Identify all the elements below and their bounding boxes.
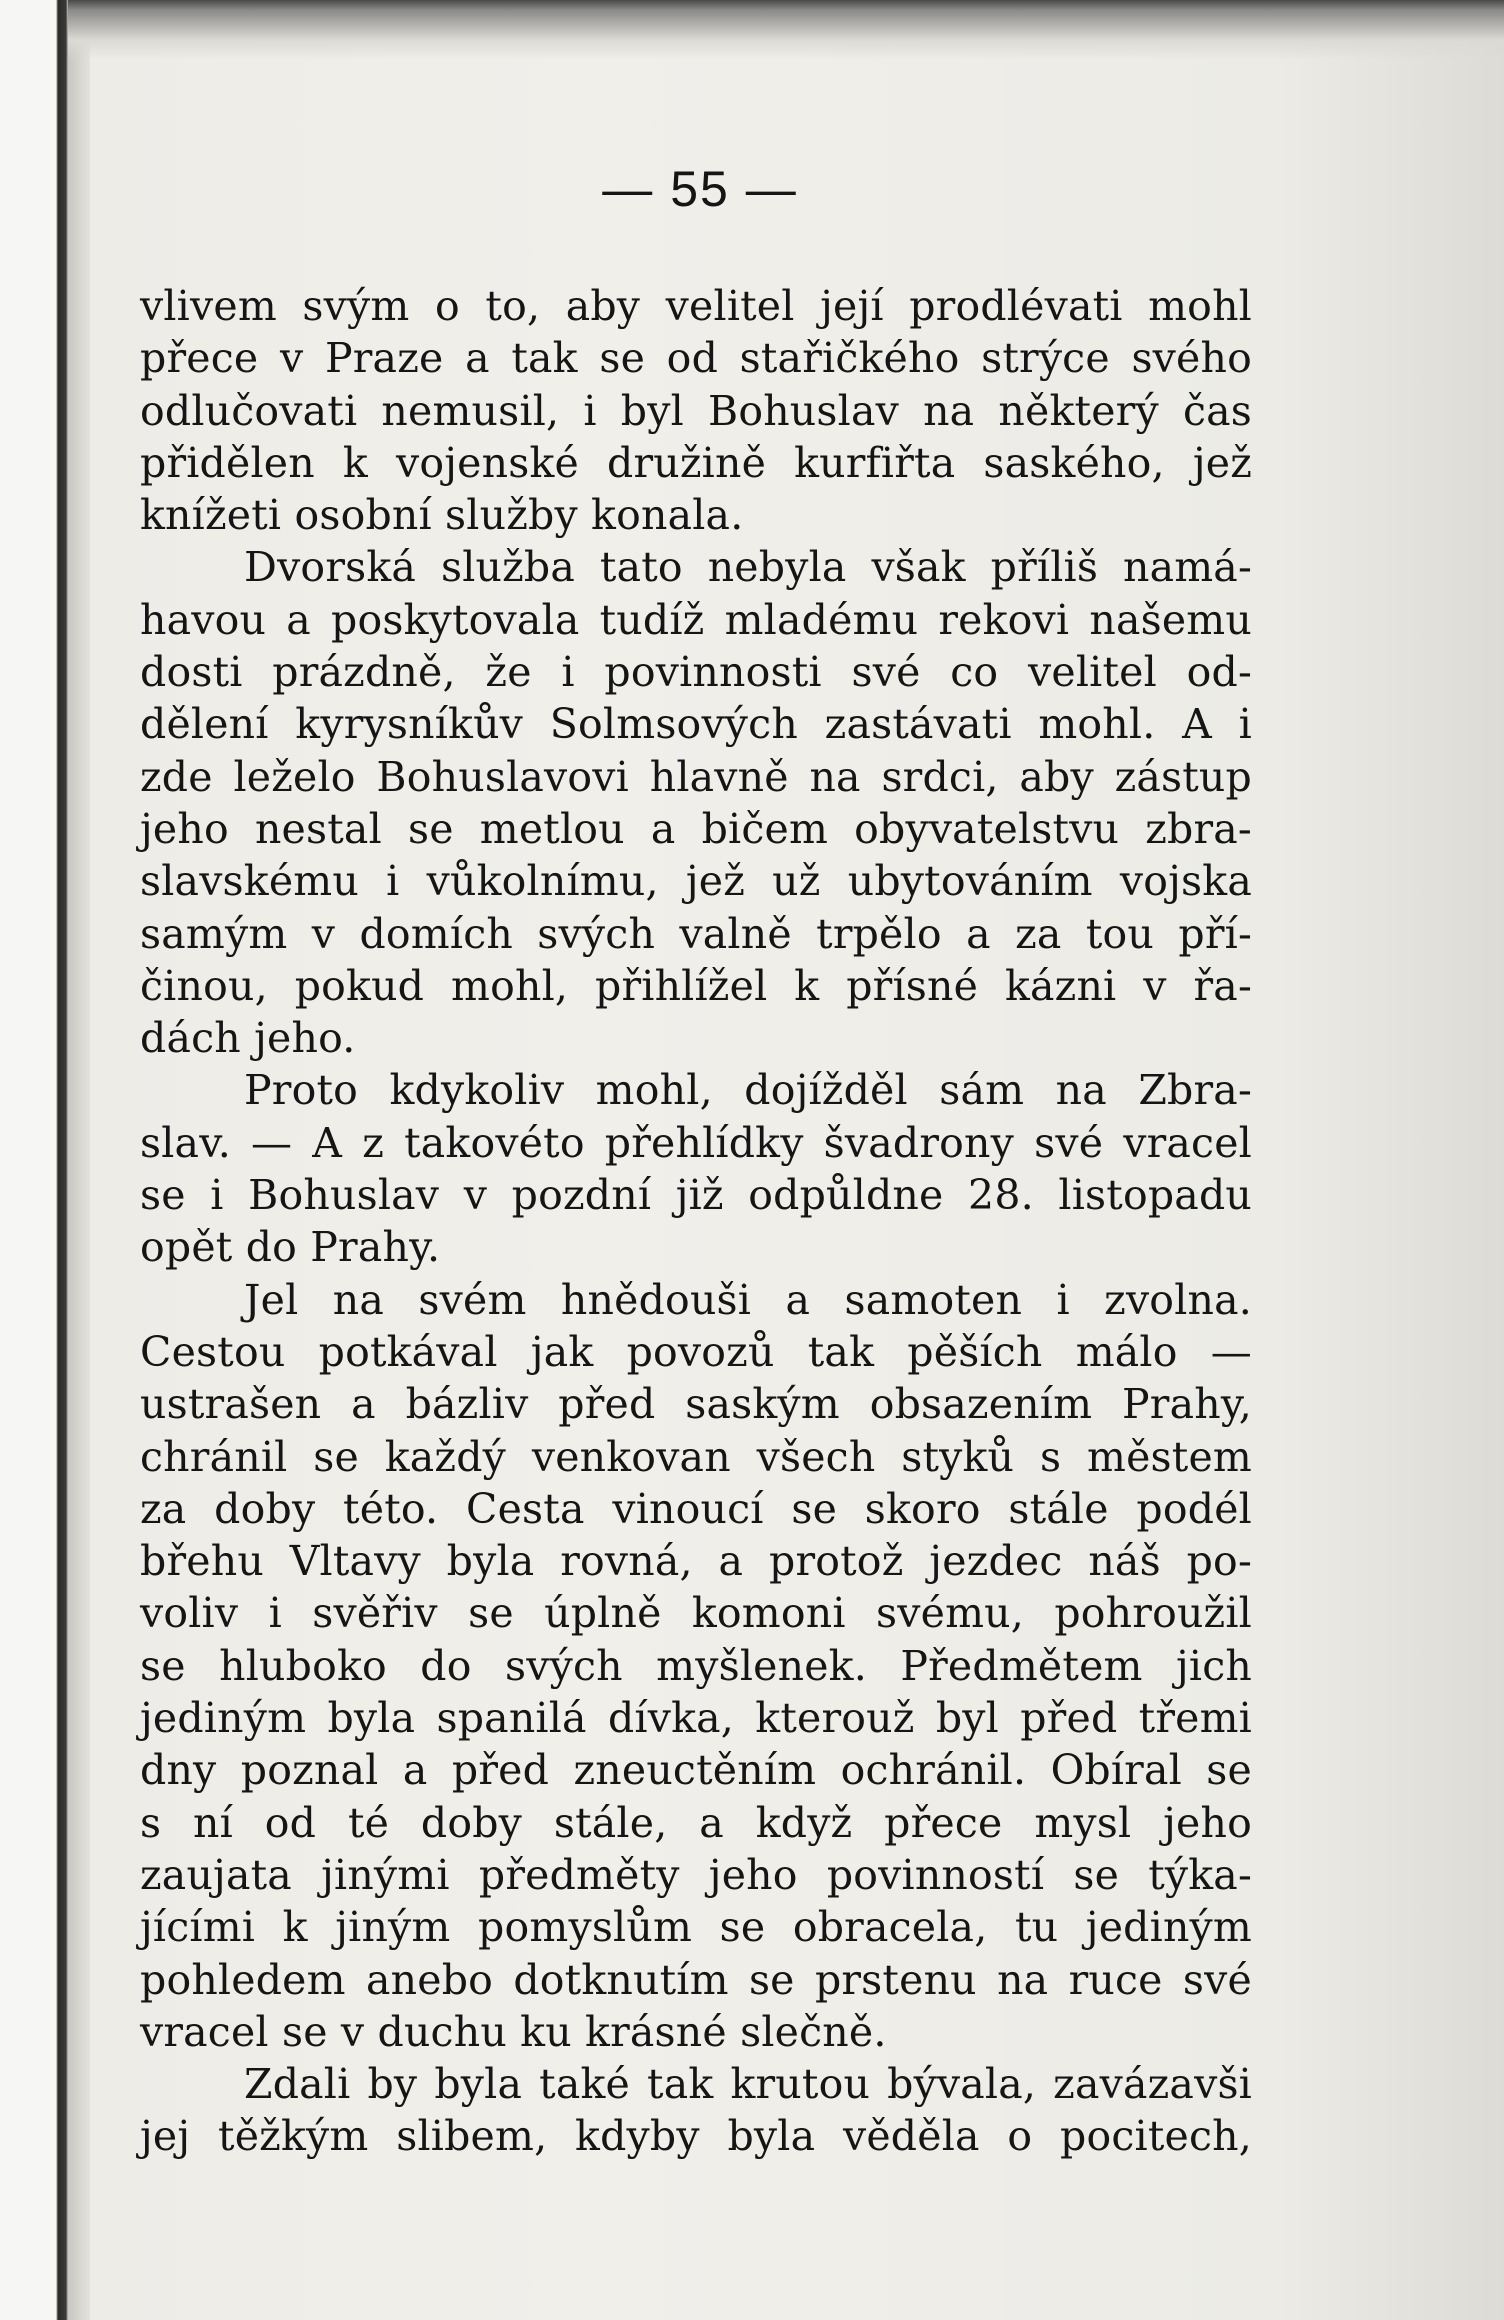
- text-line: jej těžkým slibem, kdyby byla věděla o pocitech,: [140, 2112, 1252, 2161]
- text-line: vracel se v duchu ku krásné slečně.: [140, 2007, 887, 2056]
- text-line: s ní od té doby stále, a když přece mysl jeho: [140, 1798, 1252, 1847]
- text-line: Proto kdykoliv mohl, dojížděl sám na Zbra-: [244, 1066, 1252, 1115]
- text-line: dny poznal a před zneuctěním ochránil. Obíral se: [140, 1746, 1252, 1795]
- text-line: přidělen k vojenské družině kurfiřta saského, jež: [140, 438, 1252, 487]
- text-line: se hluboko do svých myšlenek. Předmětem jich: [140, 1641, 1252, 1690]
- body-text: [140, 280, 1252, 2163]
- text-line: knížeti osobní služby konala.: [140, 491, 744, 540]
- book-spine-shadow: [0, 0, 90, 2320]
- text-line: odlučovati nemusil, i byl Bohuslav na některý čas: [140, 386, 1252, 435]
- text-line: Cestou potkával jak povozů tak pěších málo —: [140, 1327, 1252, 1376]
- text-line: břehu Vltavy byla rovná, a protož jezdec náš po-: [140, 1537, 1252, 1586]
- text-line: havou a poskytovala tudíž mladému rekovi našemu: [140, 595, 1252, 644]
- text-line: Zdali by byla také tak krutou bývala, zavázavši: [244, 2060, 1252, 2109]
- text-line: za doby této. Cesta vinoucí se skoro stále podél: [140, 1484, 1252, 1533]
- text-line: dosti prázdně, že i povinnosti své co velitel od-: [140, 648, 1252, 697]
- text-line: přece v Praze a tak se od stařičkého strýce svého: [140, 334, 1252, 383]
- text-line: jediným byla spanilá dívka, kterouž byl před třemi: [140, 1694, 1252, 1743]
- text-line: opět do Prahy.: [140, 1223, 441, 1272]
- text-line: slavskému i vůkolnímu, jež už ubytováním vojska: [140, 857, 1252, 906]
- text-line: vlivem svým o to, aby velitel její prodlévati mohl: [140, 282, 1252, 330]
- text-line: pohledem anebo dotknutím se prstenu na ruce své: [140, 1955, 1252, 2004]
- text-line: jícími k jiným pomyslům se obracela, tu jediným: [140, 1903, 1252, 1952]
- text-line: Dvorská služba tato nebyla však příliš namá-: [244, 543, 1252, 592]
- text-line: chránil se každý venkovan všech styků s městem: [140, 1432, 1252, 1481]
- text-line: dělení kyrysníkův Solmsových zastávati mohl. A i: [140, 700, 1252, 749]
- text-line: zaujata jinými předměty jeho povinností se týka-: [140, 1850, 1252, 1899]
- page-top-shadow: [68, 0, 1504, 60]
- text-line: jeho nestal se metlou a bičem obyvatelstvu zbra-: [140, 804, 1252, 853]
- text-line: se i Bohuslav v pozdní již odpůldne 28. listopadu: [140, 1171, 1252, 1220]
- text-line: dách jeho.: [140, 1014, 356, 1063]
- text-line: zde leželo Bohuslavovi hlavně na srdci, aby zástup: [140, 752, 1252, 801]
- text-line: voliv i svěřiv se úplně komoni svému, pohroužil: [140, 1589, 1252, 1638]
- text-line: Jel na svém hnědouši a samoten i zvolna.: [244, 1275, 1252, 1324]
- page-number: — 55 —: [602, 161, 798, 217]
- text-line: samým v domích svých valně trpělo a za tou pří-: [140, 909, 1252, 958]
- text-line: slav. — A z takovéto přehlídky švadrony své vracel: [140, 1118, 1252, 1167]
- text-line: ustrašen a bázliv před saským obsazením Prahy,: [140, 1380, 1252, 1429]
- text-line: činou, pokud mohl, přihlížel k přísné kázni v řa-: [140, 961, 1252, 1010]
